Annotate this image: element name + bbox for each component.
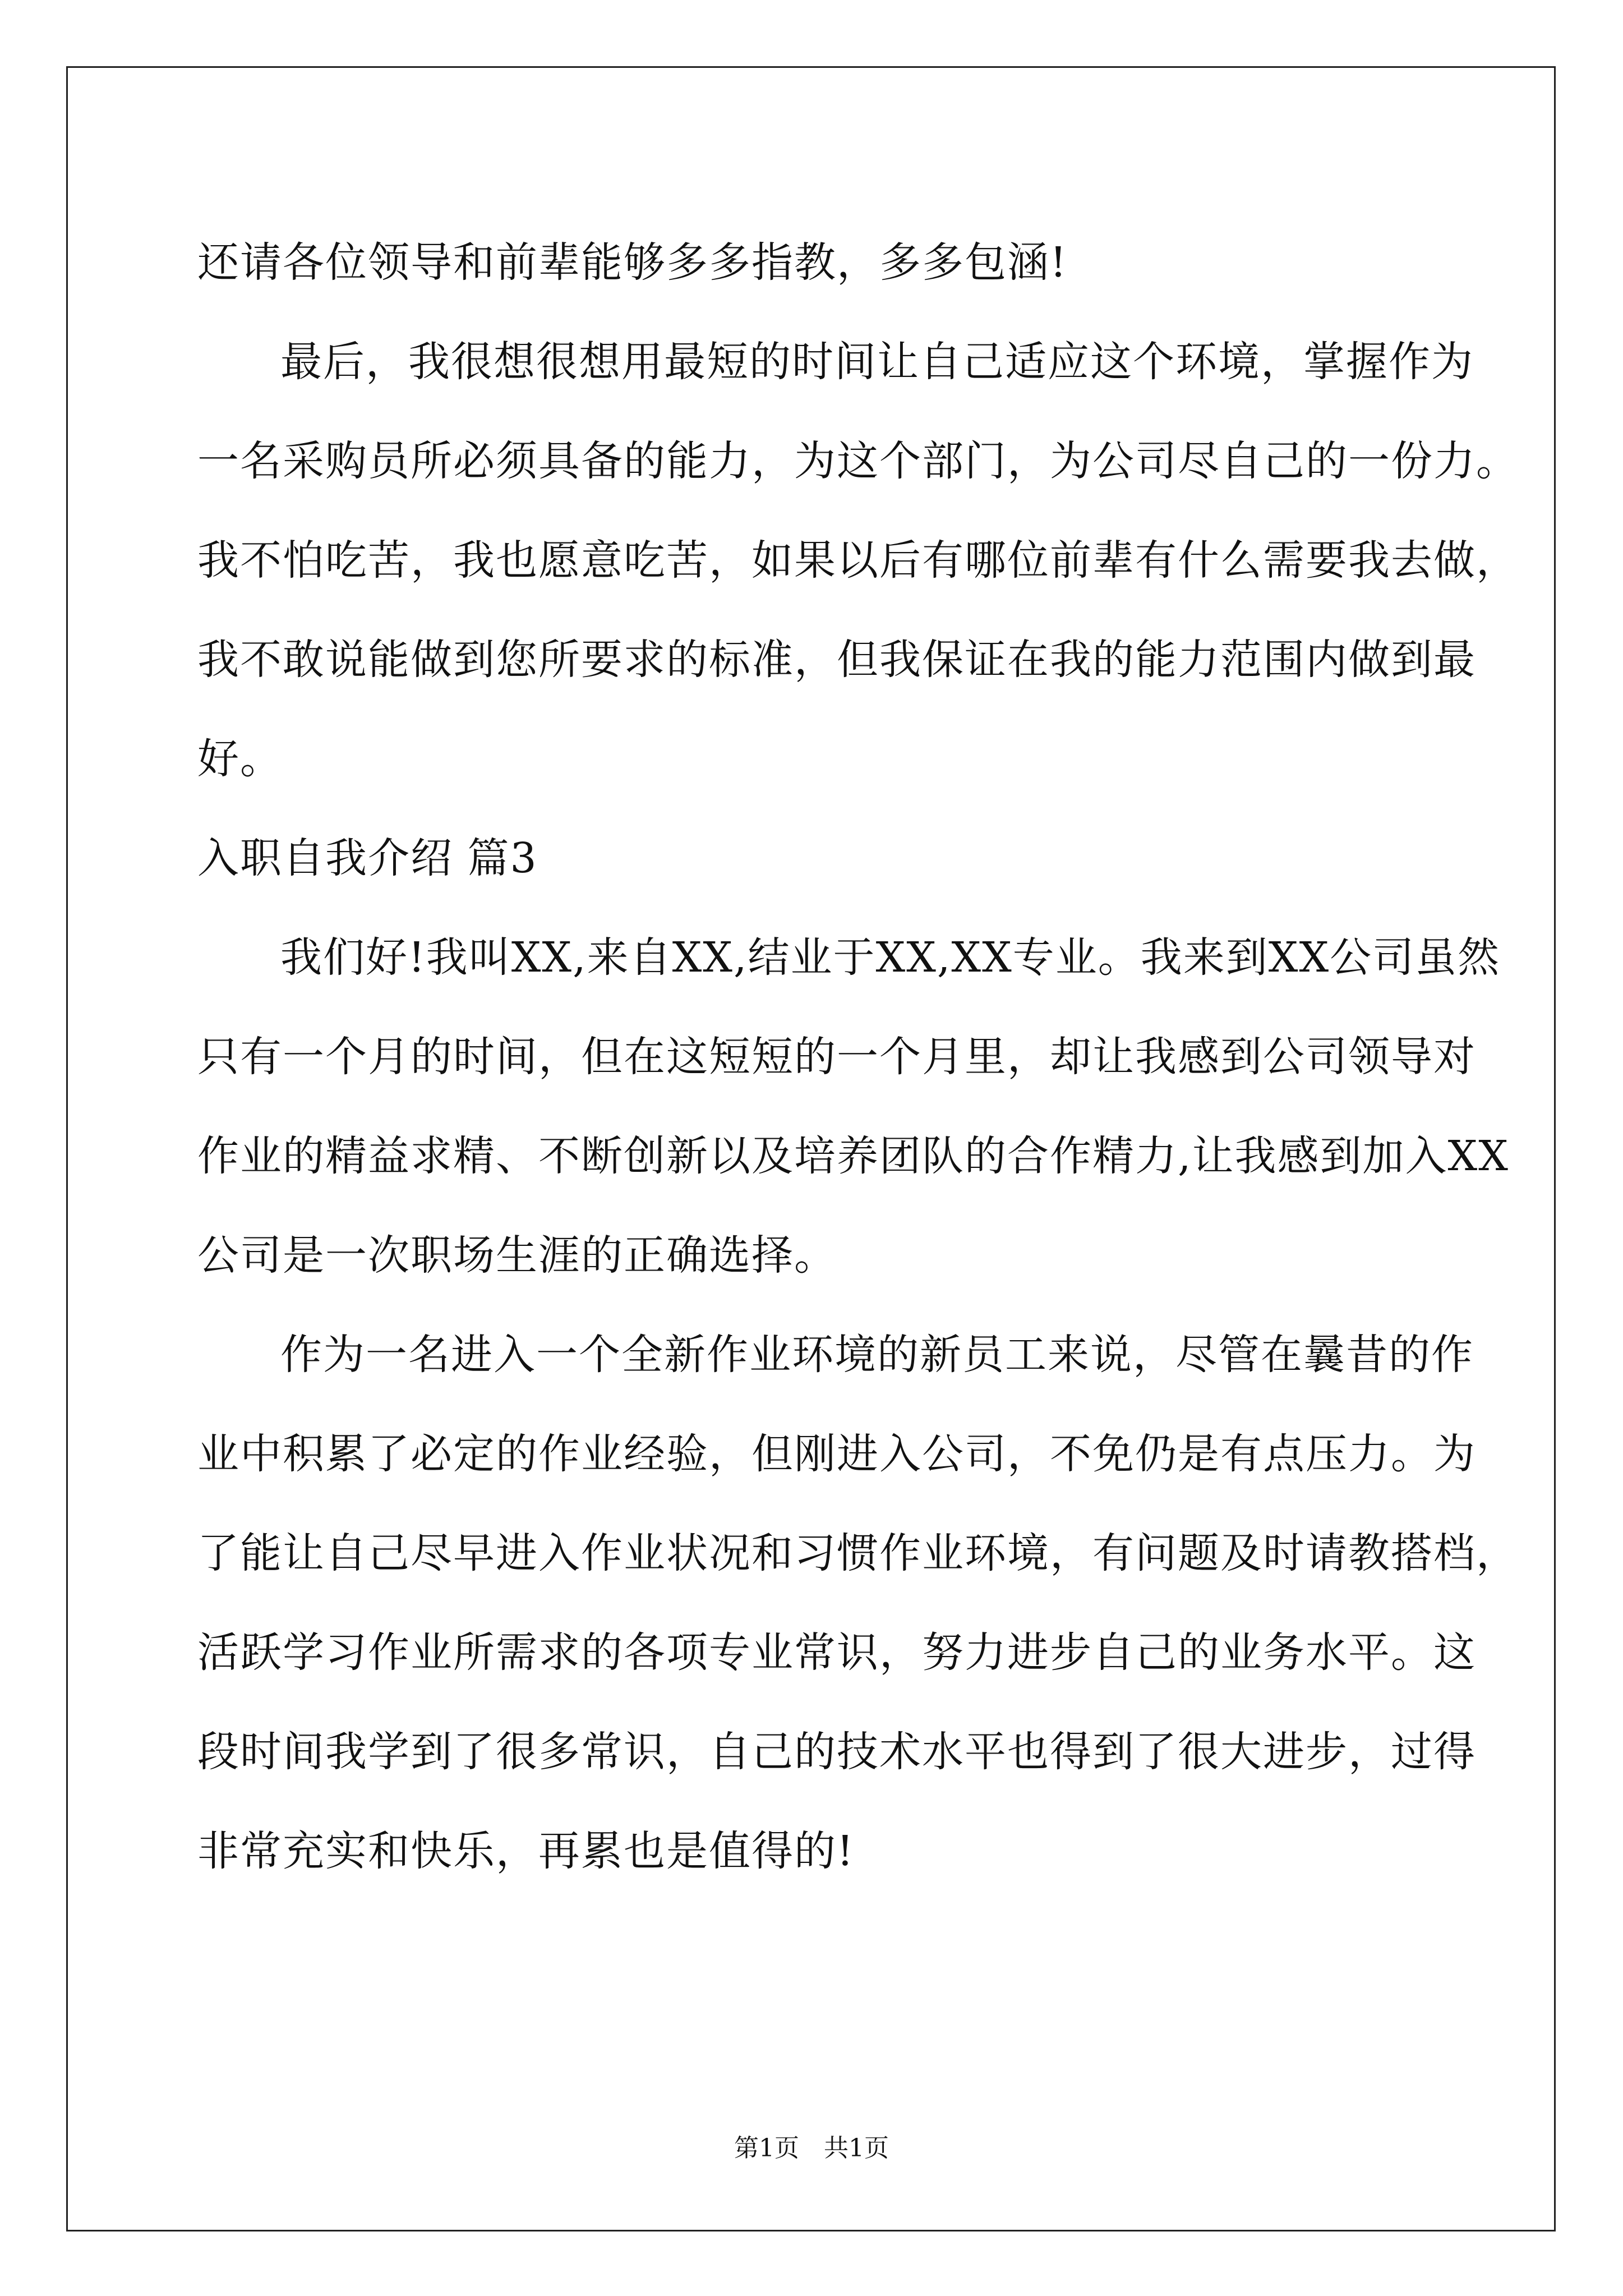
paragraph-line: 最后，我很想很想用最短的时间让自己适应这个环境，掌握作为 [280,338,1474,386]
paragraph-line: 业中积累了必定的作业经验，但刚进入公司，不免仍是有点压力。为 [197,1430,1476,1478]
document-body [197,213,1519,1901]
paragraph-line: 好。 [197,735,283,783]
paragraph-line: 只有一个月的时间，但在这短短的一个月里，却让我感到公司领导对 [197,1033,1476,1081]
paragraph-line: 非常充实和快乐，再累也是值得的! [197,1827,855,1875]
paragraph-line: 了能让自己尽早进入作业状况和习惯作业环境，有问题及时请教搭档， [197,1529,1519,1577]
paragraph-line: 作为一名进入一个全新作业环境的新员工来说，尽管在曩昔的作 [280,1331,1474,1379]
paragraph-line: 一名采购员所必须具备的能力，为这个部门，为公司尽自己的一份力。 [197,437,1519,485]
section-heading: 入职自我介绍 篇3 [197,834,538,882]
paragraph-line: 公司是一次职场生涯的正确选择。 [197,1231,837,1280]
paragraph-line: 我们好!我叫XX,来自XX,结业于XX,XX专业。我来到XX公司虽然 [280,933,1501,982]
paragraph-line: 作业的精益求精、不断创新以及培养团队的合作精力,让我感到加入XX [197,1132,1509,1180]
paragraph-line: 活跃学习作业所需求的各项专业常识，努力进步自己的业务水平。这 [197,1628,1476,1677]
paragraph-line: 我不敢说能做到您所要求的标准，但我保证在我的能力范围内做到最 [197,636,1476,684]
paragraph-line: 我不怕吃苦，我也愿意吃苦，如果以后有哪位前辈有什么需要我去做， [197,536,1519,585]
page-number-footer: 第1页 共1页 [734,2134,889,2162]
paragraph-line: 段时间我学到了很多常识，自己的技术水平也得到了很大进步，过得 [197,1728,1476,1776]
paragraph-line: 还请各位领导和前辈能够多多指教，多多包涵! [197,238,1068,287]
